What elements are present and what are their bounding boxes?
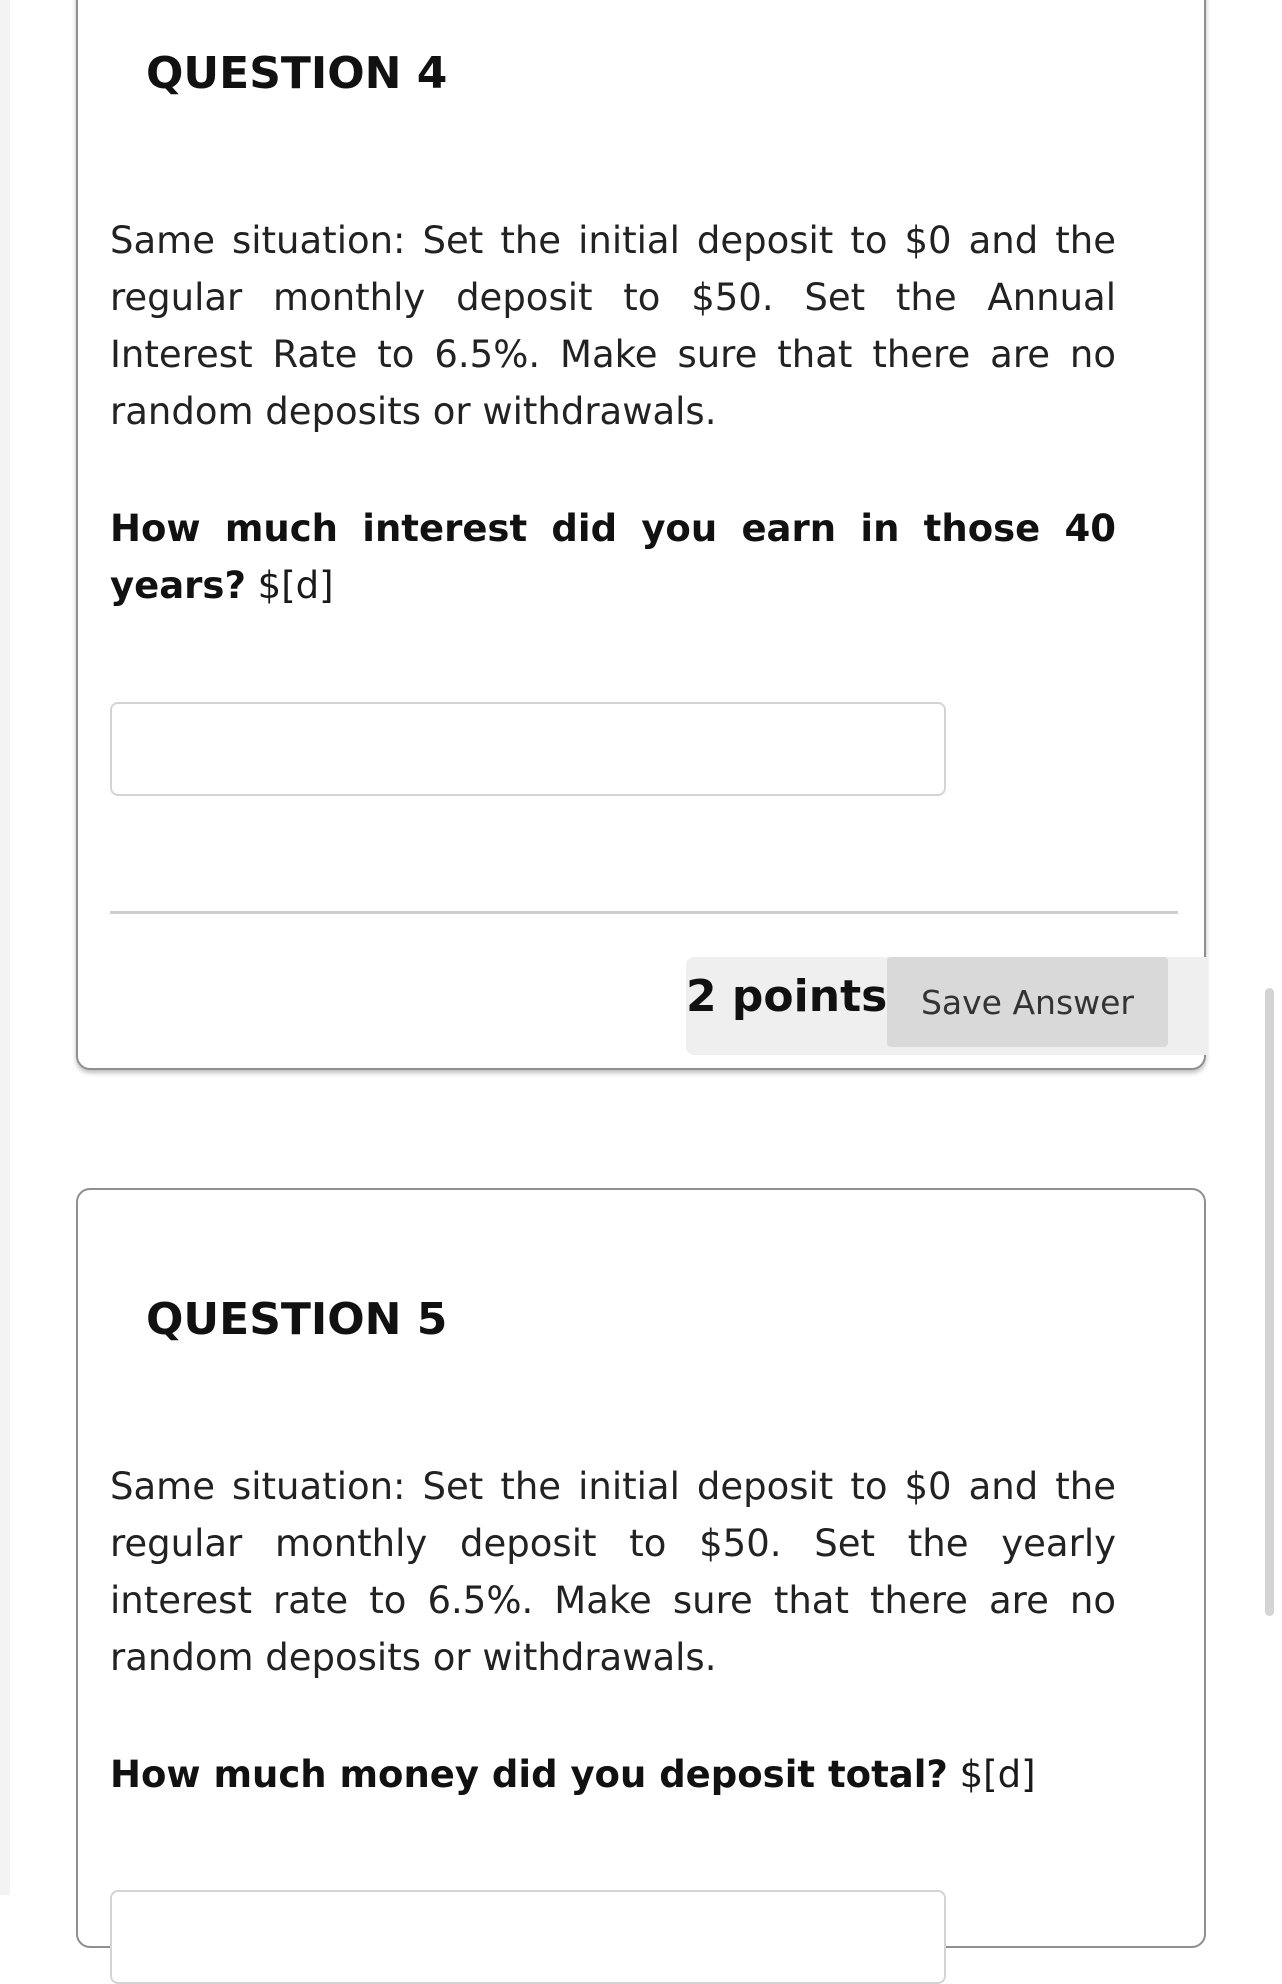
question-5-text: Same situation: Set the initial deposit to $0 and the regular monthly deposit to $50. Set the yearly interest rate to 6.5%. Make sure that there are no random deposits or withdrawals. (110, 1465, 1116, 1679)
question-4-prompt-suffix: $[d] (245, 564, 334, 607)
question-4-footer (686, 957, 1208, 1055)
scrollbar-thumb[interactable] (1265, 988, 1274, 1616)
question-5-prompt (110, 1746, 1116, 1803)
question-4-prompt (110, 500, 1116, 614)
question-4-card (76, 0, 1206, 1070)
question-5-prompt-suffix: $[d] (947, 1753, 1036, 1796)
page-left-edge (0, 0, 10, 1895)
question-4-text: Same situation: Set the initial deposit to $0 and the regular monthly deposit to $50. Set the Annual Interest Rate to 6.5%. Make sure that there are no random deposits or withdrawals. (110, 219, 1116, 433)
question-4-divider (110, 911, 1178, 914)
question-4-prompt-bold: How much interest did you earn in those 40 years? (110, 507, 1116, 607)
question-4-answer-input[interactable] (110, 702, 946, 796)
question-5-title: QUESTION 5 (146, 1294, 448, 1345)
save-answer-button[interactable]: Save Answer (887, 957, 1168, 1047)
question-5-answer-input[interactable] (110, 1890, 946, 1984)
question-4-points: 2 points (686, 971, 888, 1022)
question-4-title: QUESTION 4 (146, 48, 448, 99)
question-5-prompt-bold: How much money did you deposit total? (110, 1753, 948, 1796)
question-5-card (76, 1188, 1206, 1948)
